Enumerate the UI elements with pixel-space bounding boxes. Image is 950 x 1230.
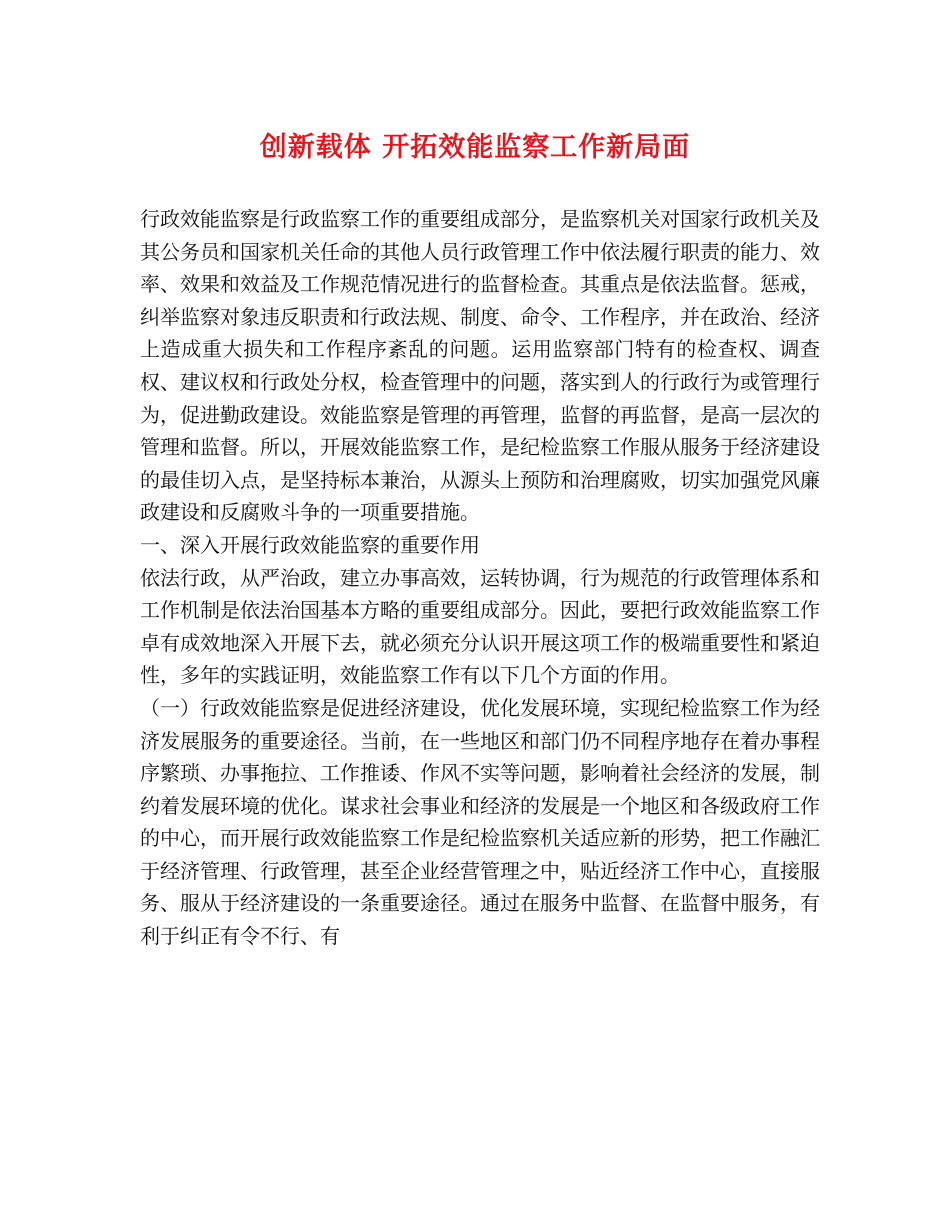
paragraph-subsection-1: （一）行政效能监察是促进经济建设，优化发展环境，实现纪检监察工作为经济发展服务的重要途径。当前，在一些地区和部门仍不同程序地存在着办事程序繁琐、办事拖拉、工作推诿、作风不实等问题，影响着社会经济的发展，制约着发展环境的优化。谋求社会事业和经济的发展是一个地区和各级政府工作的中心，而开展行政效能监察工作是纪检监察机关适应新的形势，把工作融汇于经济管理、行政管理，甚至企业经营管理之中，贴近经济工作中心，直接服务、服从于经济建设的一条重要途径。通过在服务中监督、在监督中服务，有利于纠正有令不行、有 (140, 695, 820, 949)
section-heading-1: 一、深入开展行政效能监察的重要作用 (140, 532, 480, 557)
document-title: 创新载体 开拓效能监察工作新局面 (259, 132, 691, 163)
paragraph-intro: 行政效能监察是行政监察工作的重要组成部分，是监察机关对国家行政机关及其公务员和国家机关任命的其他人员行政管理工作中依法履行职责的能力、效率、效果和效益及工作规范情况进行的监督检查。其重点是依法监督。惩戒，纠举监察对象违反职责和行政法规、制度、命令、工作程序，并在政治、经济上造成重大损失和工作程序紊乱的问题。运用监察部门特有的检查权、调查权、建议权和行政处分权，检查管理中的问题，落实到人的行政行为或管理行为，促进勤政建设。效能监察是管理的再管理，监督的再监督，是高一层次的管理和监督。所以，开展效能监察工作，是纪检监察工作服从服务于经济建设的最佳切入点，是坚持标本兼治，从源头上预防和治理腐败，切实加强党风廉政建设和反腐败斗争的一项重要措施。 (140, 207, 820, 525)
paragraph-section-1: 依法行政，从严治政，建立办事高效，运转协调，行为规范的行政管理体系和工作机制是依法治国基本方略的重要组成部分。因此，要把行政效能监察工作卓有成效地深入开展下去，就必须充分认识开展这项工作的极端重要性和紧迫性，多年的实践证明，效能监察工作有以下几个方面的作用。 (140, 565, 820, 688)
document-body (140, 203, 820, 953)
